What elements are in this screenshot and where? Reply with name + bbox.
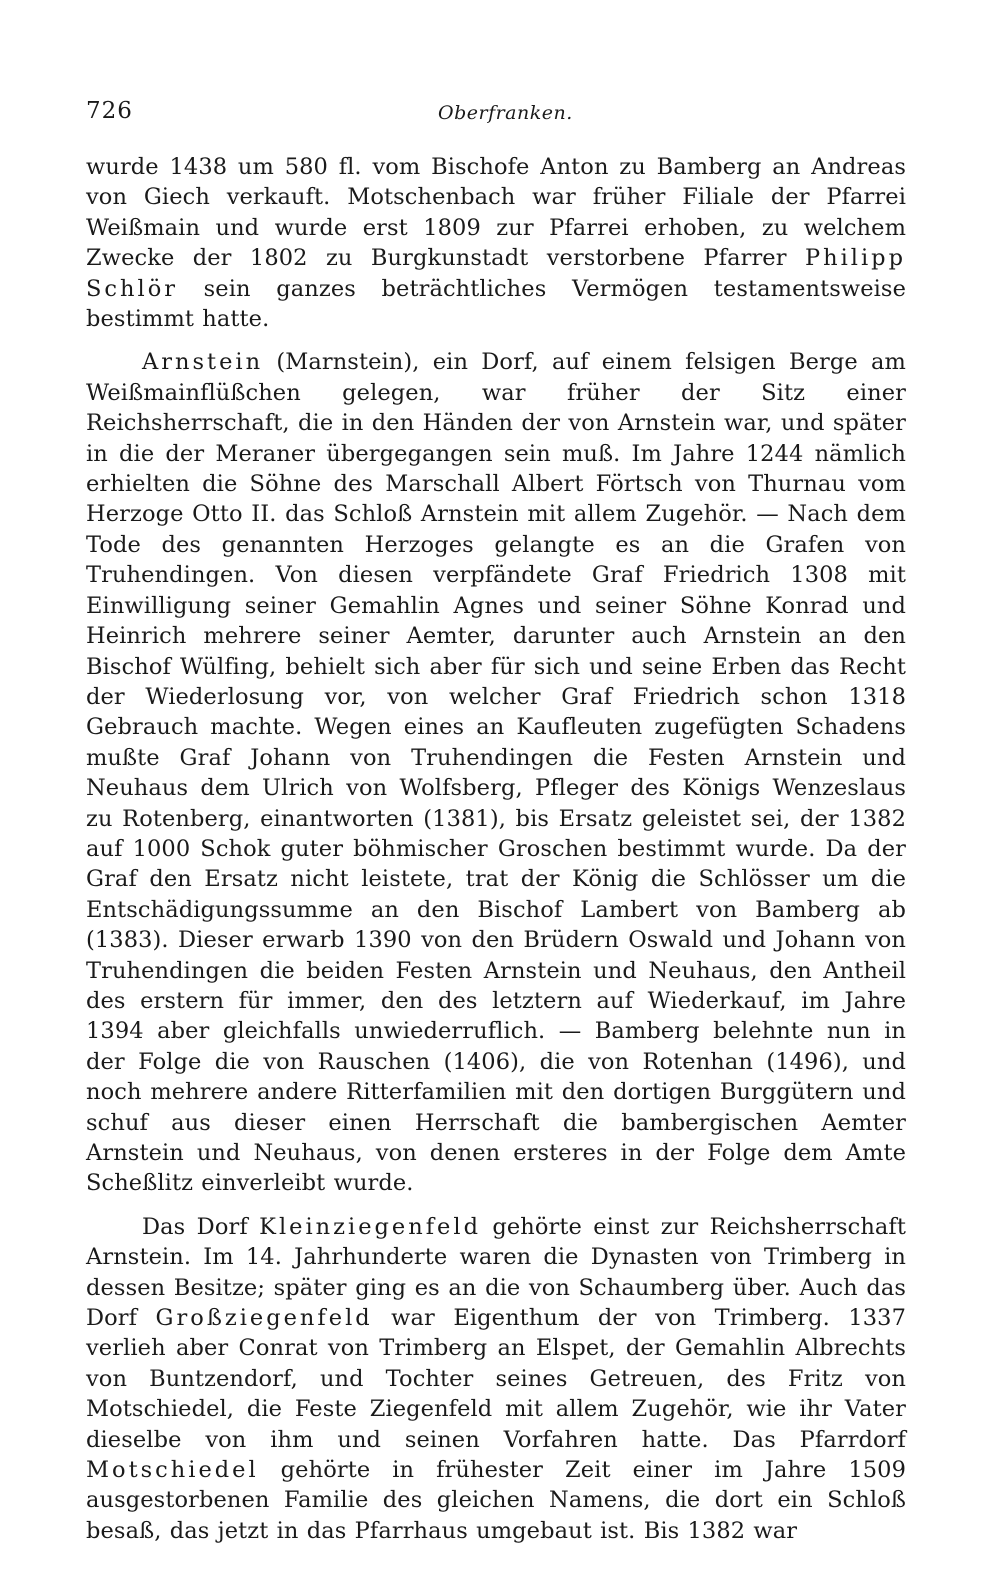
text-run: war Eigenthum der von Trimberg. 1337 verlieh aber Conrat von Trimberg an Elspet, der Gemahlin Albrechts von Buntzendorf, und Tochter seines Getreuen, des Fritz von Motschiedel, die Feste Ziegenfeld mit allem Zugehör, wie ihr Vater dieselbe von ihm und seinen Vorfahren hatte. Das Pfarrdorf xyxy=(86,1305,906,1453)
spaced-name: Philipp Schlör xyxy=(86,245,906,302)
spaced-name: Arnstein xyxy=(142,349,264,376)
paragraph-motschenbach xyxy=(86,152,906,334)
text-run: gehörte in frühester Zeit einer im Jahre 1509 ausgestorbenen Familie des gleichen Namens, die dort ein Schloß besaß, das jetzt in das Pfarrhaus umgebaut ist. Bis 1382 war xyxy=(86,1457,906,1544)
running-title: Oberfranken. xyxy=(438,102,573,124)
text-run: wurde 1438 um 580 fl. vom Bischofe Anton zu Bamberg an Andreas von Giech verkauft. Motschenbach war früher Filiale der Pfarrei Weißmain und wurde erst 1809 zur Pfarrei erhoben, zu welchem Zwecke der 1802 zu Burgkunstadt verstorbene Pfarrer xyxy=(86,154,906,272)
page-number: 726 xyxy=(86,98,133,124)
spaced-name: Großziegenfeld xyxy=(155,1305,373,1332)
text-run: (Marnstein), ein Dorf, auf einem felsigen Berge am Weißmainflüßchen gelegen, war früher der Sitz einer Reichsherrschaft, die in den Händen der von Arnstein war, und später in die der Meraner übergegangen sein muß. Im Jahre 1244 nämlich erhielten die Söhne des Marschall Albert Förtsch von Thurnau vom Herzoge Otto II. das Schloß Arnstein mit allem Zugehör. — Nach dem Tode des genannten Herzoges gelangte es an die Grafen von Truhendingen. Von diesen verpfändete Graf Friedrich 1308 mit Einwilligung seiner Gemahlin Agnes und seiner Söhne Konrad und Heinrich mehrere seiner Aemter, darunter auch Arnstein an den Bischof Wülfing, behielt sich aber für sich und seine Erben das Recht der Wiederlosung vor, von welcher Graf Friedrich schon 1318 Gebrauch machte. Wegen eines an Kaufleuten zugefügten Schadens mußte Graf Johann von Truhendingen die Festen Arnstein und Neuhaus dem Ulrich von Wolfsberg, Pfleger des Königs Wenzeslaus zu Rotenberg, einantworten (1381), bis Ersatz geleistet sei, der 1382 auf 1000 Schok guter böhmischer Groschen bestimmt wurde. Da der Graf den Ersatz nicht leistete, trat der König die Schlösser um die Entschädigungssumme an den Bischof Lambert von Bamberg ab (1383). Dieser erwarb 1390 von den Brüdern Oswald und Johann von Truhendingen die beiden Festen Arnstein und Neuhaus, den Antheil des erstern für immer, den des letztern auf Wiederkauf, im Jahre 1394 aber gleichfalls unwiederruflich. — Bamberg belehnte nun in der Folge die von Rauschen (1406), die von Rotenhan (1496), und noch mehrere andere Ritterfamilien mit den dortigen Burggütern und schuf aus dieser einen Herrschaft die bambergischen Aemter Arnstein und Neuhaus, von denen ersteres in der Folge dem Amte Scheßlitz einverleibt wurde. xyxy=(86,349,906,1197)
text-run: gehörte einst zur Reichsherrschaft Arnstein. Im 14. Jahrhunderte waren die Dynasten von Trimberg in dessen Besitze; später ging es an die von Schaumberg über. Auch das Dorf xyxy=(86,1213,906,1332)
spaced-name: Kleinziegenfeld xyxy=(259,1213,481,1240)
body-text xyxy=(86,152,906,1546)
running-head xyxy=(86,98,906,134)
paragraph-arnstein xyxy=(86,347,906,1198)
spaced-name: Motschiedel xyxy=(86,1457,259,1484)
paragraph-kleinziegenfeld xyxy=(86,1212,906,1546)
text-run: Das Dorf xyxy=(142,1213,260,1240)
text-run: sein ganzes beträchtliches Vermögen testamentsweise bestimmt hatte. xyxy=(86,275,906,333)
